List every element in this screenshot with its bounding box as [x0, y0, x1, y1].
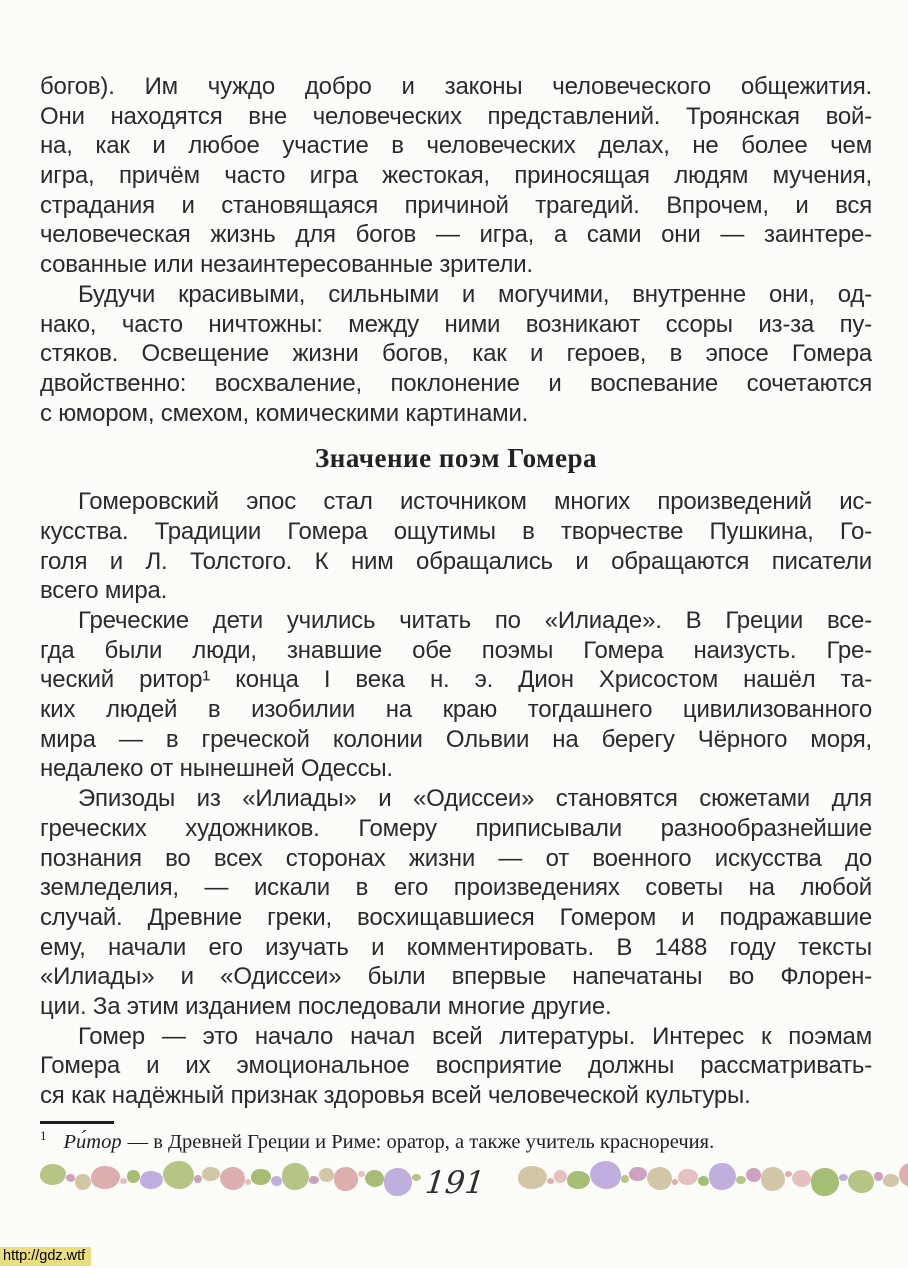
ornament-left [40, 1161, 392, 1205]
pebble-ornament [334, 1167, 358, 1191]
text-line: Будучи красивыми, сильными и могучими, внутренне они, од- [78, 280, 872, 308]
paragraph [40, 784, 872, 1022]
pebble-ornament [678, 1169, 698, 1185]
pebble-ornament [746, 1168, 761, 1182]
pebble-ornament [282, 1163, 309, 1190]
paragraph [40, 1022, 872, 1111]
pebble-ornament [245, 1179, 251, 1185]
text-line: человеческая жизнь для богов — игра, а сами они — заинтере- [40, 221, 872, 249]
text-line: всего мира. [40, 577, 168, 605]
pebble-ornament [120, 1178, 127, 1184]
pebble-ornament [66, 1174, 75, 1182]
text-line: Гомеровский эпос стал источником многих произведений ис- [78, 488, 872, 516]
pebble-ornament [163, 1161, 194, 1189]
pebble-ornament [629, 1167, 647, 1181]
text-line: ческий ритор¹ конца I века н. э. Дион Хрисостом нашёл та- [40, 666, 872, 694]
paragraph [40, 606, 872, 784]
pebble-ornament [899, 1162, 908, 1188]
pebble-ornament [127, 1170, 140, 1183]
page-number: 191 [423, 1165, 487, 1201]
pebble-ornament [811, 1168, 839, 1196]
text-line: гда были люди, знавшие обе поэмы Гомера наизусть. Гре- [40, 636, 872, 664]
page-footer [40, 1161, 870, 1207]
text-line: Они находятся вне человеческих представлений. Троянская вой- [40, 102, 872, 130]
page-text [40, 72, 872, 1155]
paragraph [40, 72, 872, 280]
text-line: греческих художников. Гомеру приписывали разнообразнейшие [40, 814, 872, 842]
pebble-ornament [319, 1168, 334, 1182]
text-line: мира — в греческой колонии Ольвии на берегу Чёрного моря, [40, 725, 872, 753]
text-line: с юмором, смехом, комическими картинами. [40, 399, 529, 427]
pebble-ornament [40, 1164, 66, 1185]
pebble-ornament [554, 1170, 567, 1183]
text-line: голя и Л. Толстого. К ним обращались и обращаются писатели [40, 547, 872, 575]
text-line: познания во всех сторонах жизни — от военного искусства до [40, 844, 872, 872]
text-line: случай. Древние греки, восхищавшиеся Гомером и подражавшие [40, 903, 872, 931]
text-line: двойственно: восхваление, поклонение и воспевание сочетаются [40, 369, 872, 397]
pebble-ornament [220, 1167, 245, 1190]
pebble-ornament [883, 1174, 899, 1187]
pebble-ornament [309, 1176, 319, 1184]
text-line: недалеко от нынешней Одессы. [40, 755, 393, 783]
text-line: ких людей в изобилии на краю тогдашнего цивилизованного [40, 696, 872, 724]
pebble-ornament [251, 1169, 271, 1185]
text-line: страдания и становящаяся причиной трагедий. Впрочем, и вся [40, 191, 872, 219]
pebble-ornament [91, 1166, 120, 1189]
pebble-ornament [698, 1176, 709, 1186]
footnote-text: — в Древней Греции и Риме: оратор, а также учитель красноречия. [127, 1130, 715, 1153]
pebble-ornament [785, 1171, 792, 1177]
text-line: ции. За этим изданием последовали многие другие. [40, 992, 612, 1020]
pebble-ornament [672, 1179, 678, 1185]
text-line: «Илиады» и «Одиссеи» были впервые напечатаны во Флорен- [40, 963, 872, 991]
pebble-ornament [365, 1170, 384, 1187]
section-heading: Значение поэм Гомера [315, 443, 597, 474]
pebble-ornament [839, 1174, 848, 1181]
text-line: стяков. Освещение жизни богов, как и героев, в эпосе Гомера [40, 340, 872, 368]
pebble-ornament [647, 1167, 672, 1190]
text-line: ся как надёжный признак здоровья всей человеческой культуры. [40, 1082, 751, 1109]
pebble-ornament [590, 1161, 621, 1189]
footnote-marker: 1 [40, 1127, 47, 1143]
pebble-ornament [518, 1166, 547, 1189]
ornament-right [518, 1161, 908, 1205]
paragraph [40, 280, 872, 428]
text-line: Эпизоды из «Илиады» и «Одиссеи» становятся сюжетами для [78, 785, 872, 813]
text-line: богов). Им чуждо добро и законы человеческого общежития. [40, 73, 872, 100]
paragraph [40, 487, 872, 606]
pebble-ornament [384, 1168, 412, 1196]
pebble-ornament [547, 1178, 554, 1184]
text-line: Гомера и их эмоциональное восприятие должны рассматривать- [40, 1052, 872, 1080]
text-line: ему, начали его изучать и комментировать. В 1488 году тексты [40, 933, 872, 961]
text-line: нако, часто ничтожны: между ними возникают ссоры из-за пу- [40, 310, 872, 338]
pebble-ornament [848, 1170, 874, 1193]
watermark-link[interactable]: http://gdz.wtf [0, 1247, 91, 1266]
pebble-ornament [194, 1175, 202, 1183]
pebble-ornament [874, 1172, 883, 1181]
footnote [40, 1129, 872, 1155]
footnote-separator [40, 1121, 114, 1124]
text-line: сованные или незаинтересованные зрители. [40, 251, 533, 279]
text-line: земледелия, — искали в его произведениях советы на любой [40, 874, 872, 902]
pebble-ornament [621, 1175, 629, 1183]
text-line: Гомер — это начало начал всей литературы. Интерес к поэмам [78, 1022, 872, 1050]
pebble-ornament [140, 1171, 163, 1189]
text-line: игра, причём часто игра жестокая, приносящая людям мучения, [40, 162, 872, 190]
pebble-ornament [202, 1167, 220, 1181]
text-line: Греческие дети учились читать по «Илиаде». В Греции все- [78, 607, 872, 634]
pebble-ornament [358, 1171, 365, 1177]
pebble-ornament [736, 1176, 746, 1184]
footnote-term: Ри́тор [63, 1130, 122, 1153]
text-line: кусства. Традиции Гомера ощутимы в творчестве Пушкина, Го- [40, 517, 872, 545]
pebble-ornament [75, 1174, 91, 1190]
pebble-ornament [567, 1171, 590, 1189]
pebble-ornament [709, 1163, 736, 1190]
pebble-ornament [761, 1167, 785, 1191]
pebble-ornament [792, 1170, 811, 1187]
pebble-ornament [271, 1176, 282, 1186]
text-line: на, как и любое участие в человеческих делах, не более чем [40, 132, 872, 160]
